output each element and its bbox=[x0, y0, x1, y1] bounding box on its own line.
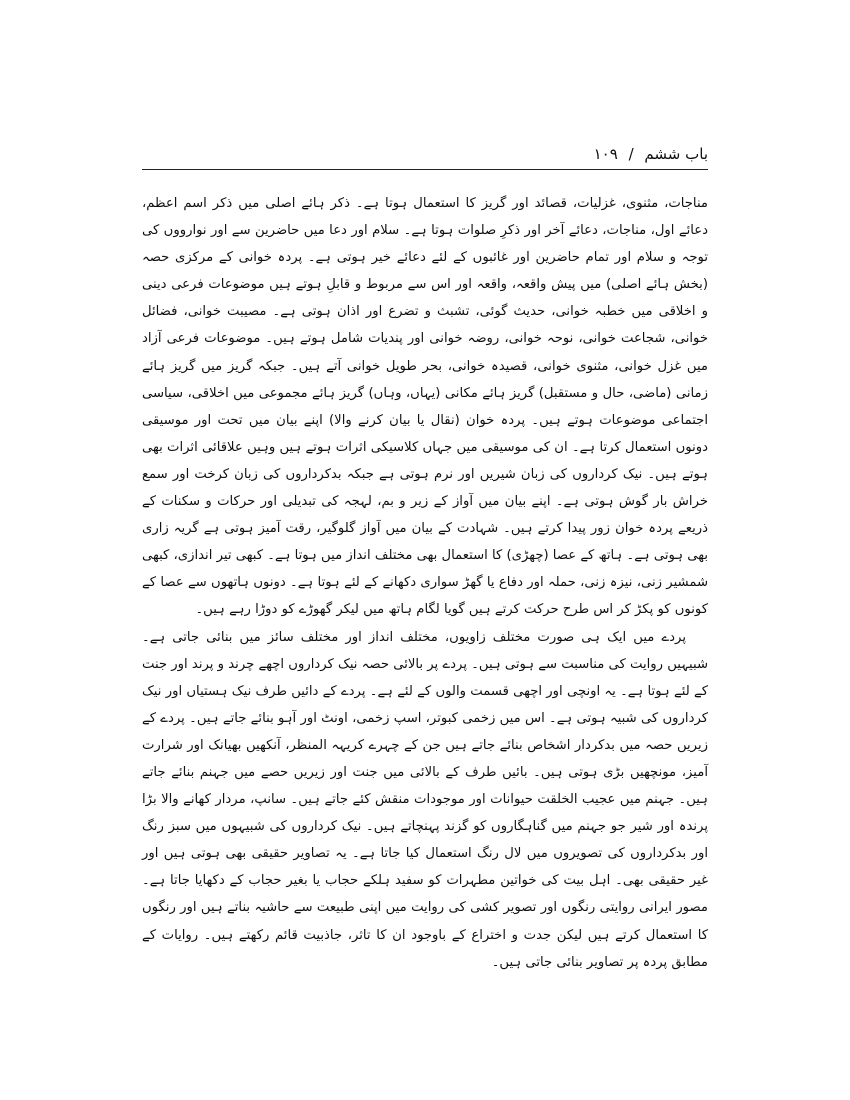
chapter-title: باب ششم bbox=[644, 145, 708, 163]
page-number: ۱۰۹ bbox=[593, 145, 618, 163]
header-rule bbox=[142, 169, 708, 170]
paragraph-1: مناجات، مثنوی، غزلیات، قصائد اور گریز کا استعمال ہوتا ہے۔ ذکر ہائے اصلی میں ذکر اسم اعظم، دعائے اول، مناجات، دعائے آخر اور ذکرِ صلوات ہوتا ہے۔ سلام اور دعا میں حاضرین سے اور نوارووں کی توجہ و سلام اور تمام حاضرین اور غائبوں کے لئے دعائے خیر ہوتی ہے۔ پردہ خوانی کے مرکزی حصہ (بخش ہائے اصلی) میں پیش واقعہ، واقعہ اور اس سے مربوط و قابلِ ہوتے ہیں موضوعات فرعی دینی و اخلاقی میں خطبہ خوانی، حدیث گوئی، تشبث و تضرع اور اذان ہوتی ہے۔ مصیبت خوانی، فضائل خوانی، شجاعت خوانی، نوحہ خوانی، روضہ خوانی اور پندیات شامل ہوتے ہیں۔ موضوعات فرعی آزاد میں غزل خوانی، مثنوی خوانی، قصیدہ خوانی، بحر طویل خوانی آتے ہیں۔ جبکہ گریز میں گریز ہائے زمانی (ماضی، حال و مستقبل) گریز ہائے مکانی (یہاں، وہاں) گریز ہائے مجموعی میں اخلاقی، سیاسی اجتماعی موضوعات ہوتے ہیں۔ پردہ خوان (نقال یا بیان کرنے والا) اپنے بیان میں تحت اور موسیقی دونوں استعمال کرتا ہے۔ ان کی موسیقی میں جہاں کلاسیکی اثرات ہوتے ہیں وہیں علاقائی اثرات بھی ہوتے ہیں۔ نیک کرداروں کی زبان شیریں اور نرم ہوتی ہے جبکہ بدکرداروں کی زبان کرخت اور سمع خراش بار گوش ہوتی ہے۔ اپنے بیان میں آواز کے زیر و بم، لہجہ کی تبدیلی اور حرکات و سکنات کے ذریعے پردہ خوان زور پیدا کرتے ہیں۔ شہادت کے بیان میں آواز گلوگیر، رقت آمیز ہوتی ہے گریہ زاری بھی ہوتی ہے۔ ہاتھ کے عصا (چھڑی) کا استعمال بھی مختلف انداز میں ہوتا ہے۔ کبھی تیر اندازی، کبھی شمشیر زنی، نیزہ زنی، حملہ اور دفاع یا گھڑ سواری دکھانے کے لئے ہوتا ہے۔ دونوں ہاتھوں سے عصا کے کونوں کو پکڑ کر اس طرح حرکت کرتے ہیں گویا لگام ہاتھ میں لیکر گھوڑے کو دوڑا رہے ہیں۔ bbox=[142, 196, 708, 618]
running-head bbox=[594, 141, 708, 167]
body-text bbox=[142, 190, 708, 976]
page-header bbox=[142, 141, 708, 167]
paragraph-2: پردے میں ایک ہی صورت مختلف زاویوں، مختلف انداز اور مختلف سائز میں بنائی جاتی ہے۔ شبیہیں روایت کی مناسبت سے ہوتی ہیں۔ پردے پر بالائی حصہ نیک کرداروں اچھے چرند و پرند اور جنت کے لئے ہوتا ہے۔ یہ اونچی اور اچھی قسمت والوں کے لئے ہے۔ پردے کے دائیں طرف نیک ہستیاں اور نیک کرداروں کی شبیہ ہوتی ہے۔ اس میں زخمی کبوتر، اسپ زخمی، اونٹ اور آہو بنائے جاتے ہیں۔ پردے کے زیریں حصہ میں بدکردار اشخاص بنائے جاتے ہیں جن کے چہرے کریہہ المنظر، آنکھیں بھیانک اور شرارت آمیز، مونچھیں بڑی ہوتی ہیں۔ بائیں طرف کے بالائی میں جنت اور زیریں حصے میں جہنم بنائے جاتے ہیں۔ جہنم میں عجیب الخلقت حیوانات اور موجودات منقش کئے جاتے ہیں۔ سانپ، مردار کھانے والا بڑا پرندہ اور شیر جو جہنم میں گناہگاروں کو گزند پہنچاتے ہیں۔ نیک کرداروں کی شبیہوں میں سبز رنگ اور بدکرداروں کی تصویروں میں لال رنگ استعمال کیا جاتا ہے۔ یہ تصاویر حقیقی بھی ہوتی ہیں اور غیر حقیقی بھی۔ اہل بیت کی خواتین مطہرات کو سفید ہلکے حجاب یا بغیر حجاب کے دکھایا جاتا ہے۔ مصور ایرانی روایتی رنگوں اور تصویر کشی کی روایت میں اپنی طبیعت سے حاشیہ بناتے ہیں اور رنگوں کا استعمال کرتے ہیں لیکن جدت و اختراع کے باوجود ان کا تاثر، جاذبیت قائم رکھتے ہیں۔ روایات کے مطابق پردہ پر تصاویر بنائی جاتی ہیں۔ bbox=[142, 629, 708, 970]
header-separator: / bbox=[628, 145, 634, 163]
